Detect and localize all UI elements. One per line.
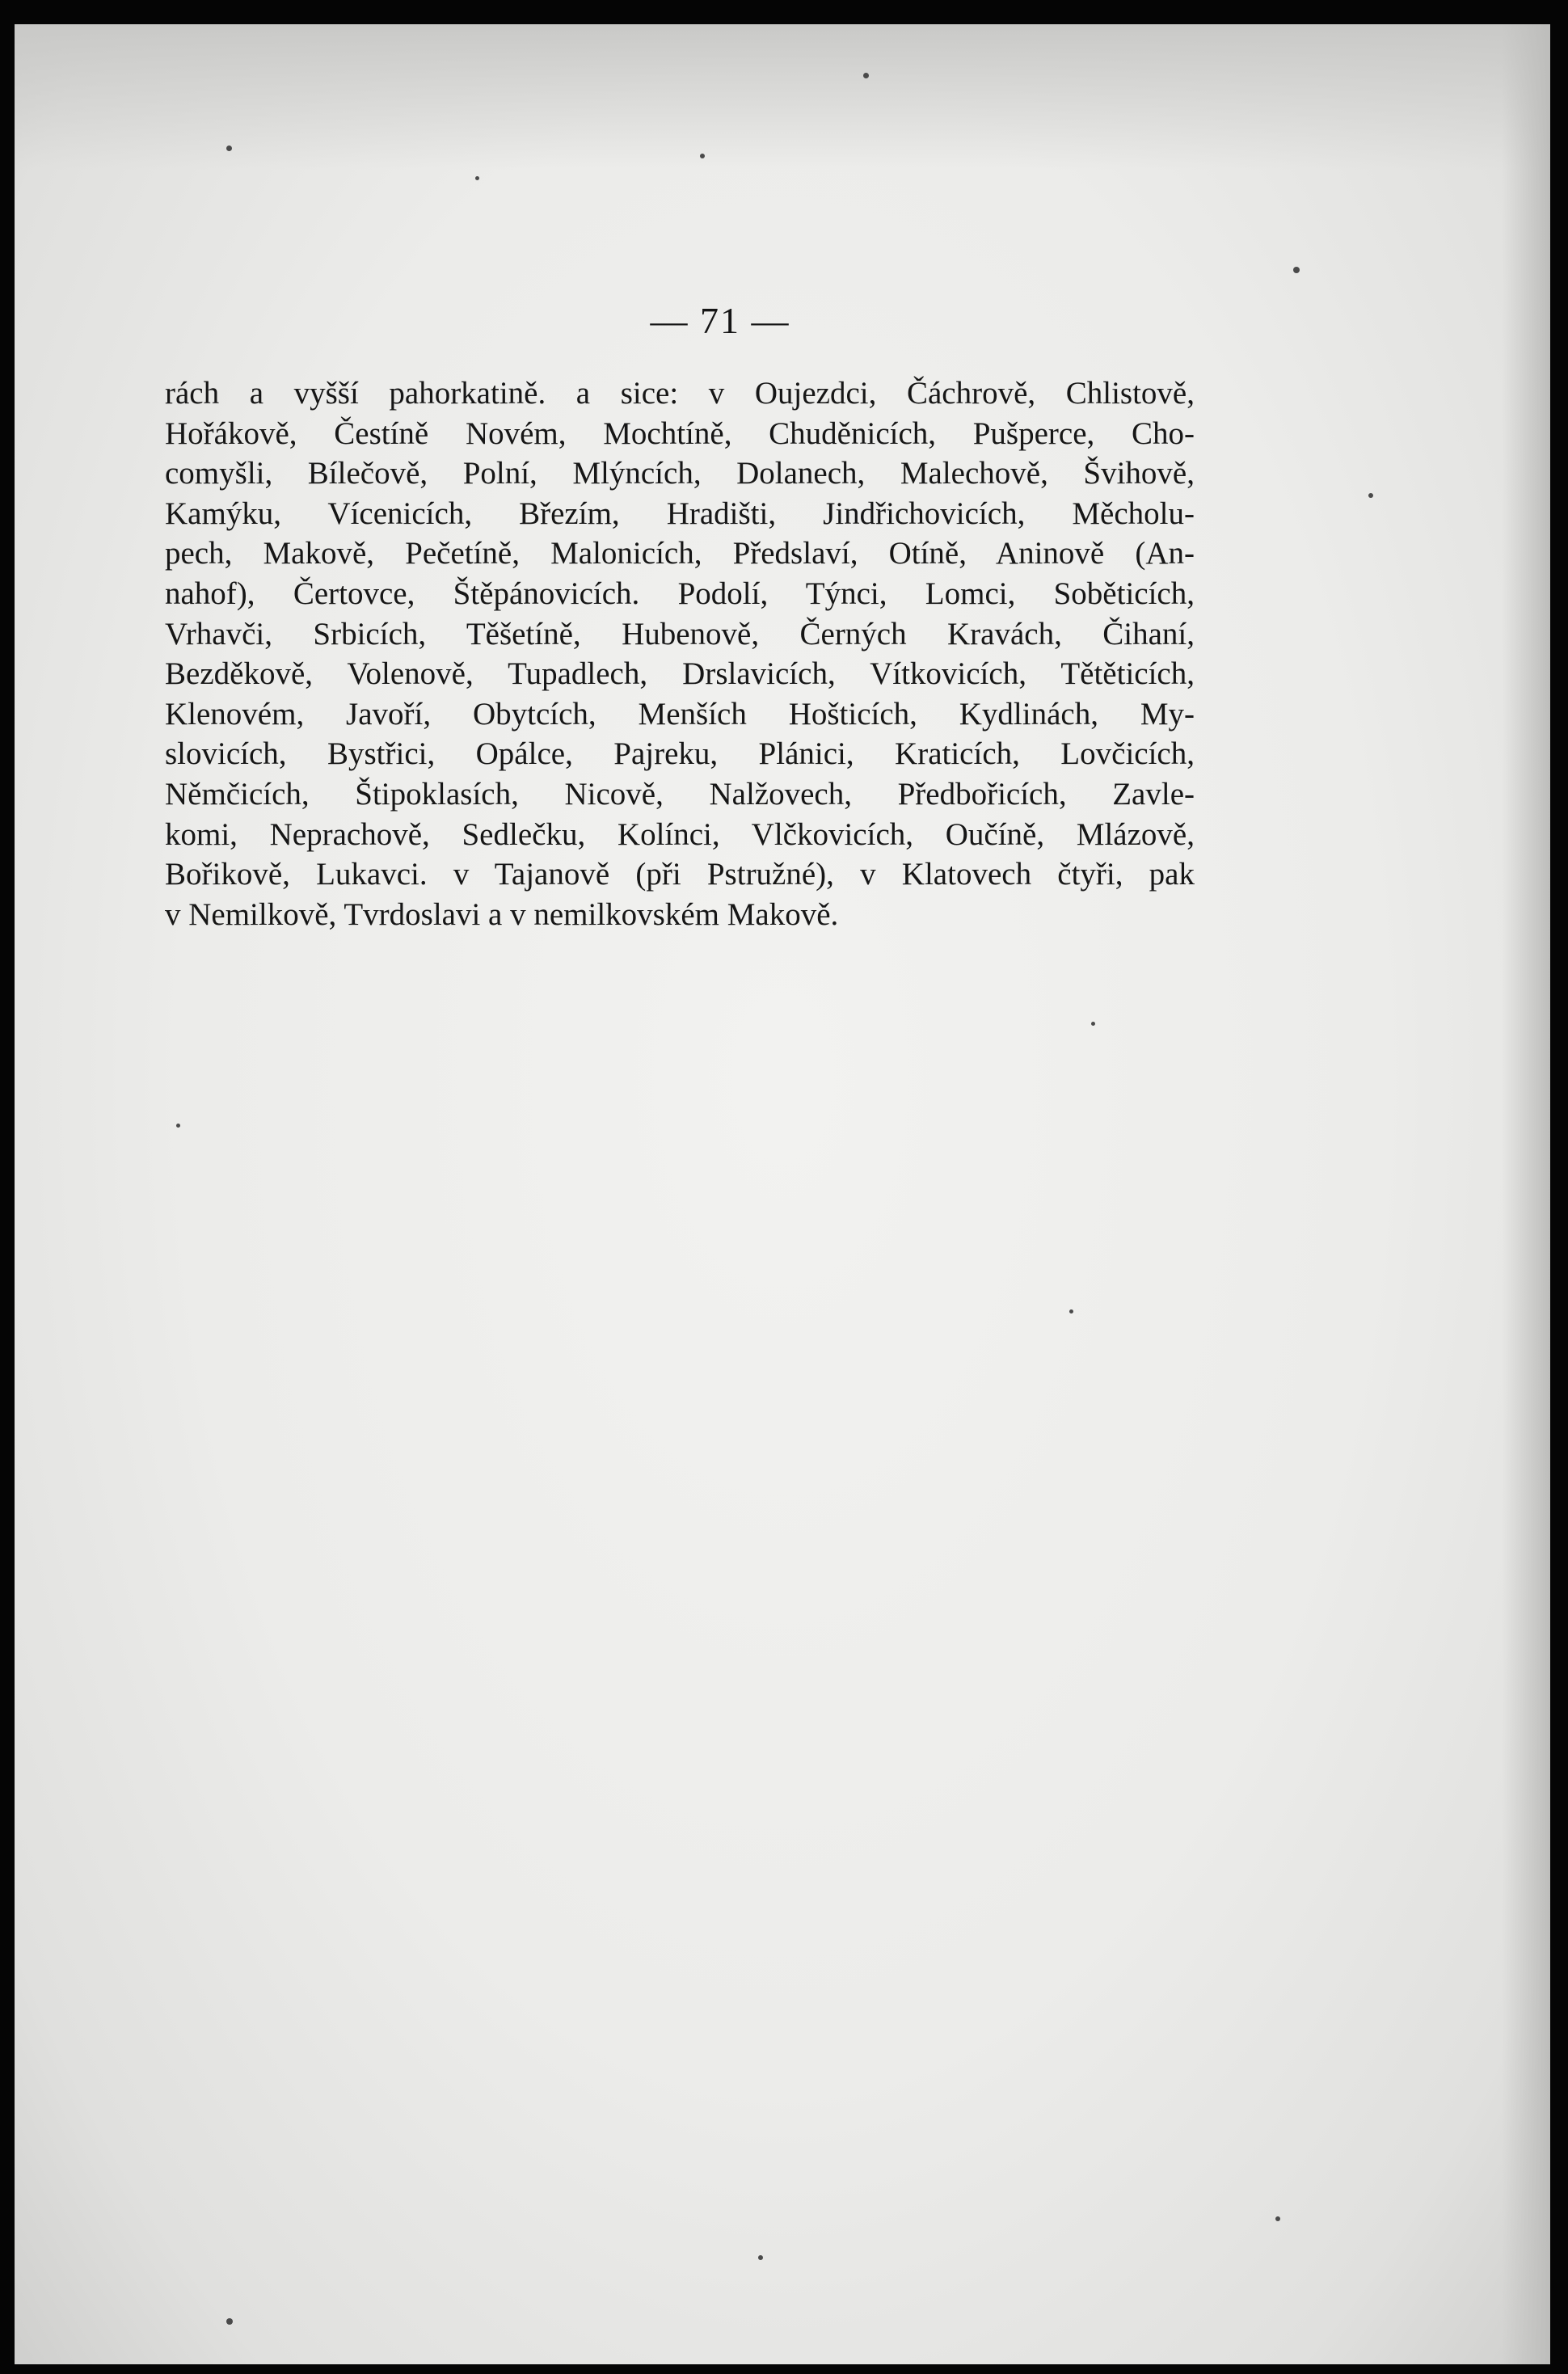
body-text [165, 373, 1195, 934]
ink-speck [1293, 267, 1300, 273]
text-line: rách a vyšší pahorkatině. a sice: v Oujezdci, Čáchrově, Chlistově, [165, 376, 1195, 411]
text-line: Hořákově, Čestíně Novém, Mochtíně, Chuděnicích, Pušperce, Cho- [165, 415, 1195, 451]
text-line: nahof), Čertovce, Štěpánovicích. Podolí, Týnci, Lomci, Soběticích, [165, 576, 1195, 611]
document-page [15, 24, 1550, 2364]
text-line: Němčicích, Štipoklasích, Nicově, Nalžovech, Předbořicích, Zavle- [165, 776, 1195, 812]
text-line: komi, Neprachově, Sedlečku, Kolínci, Vlčkovicích, Oučíně, Mlázově, [165, 816, 1195, 852]
text-line: Vrhavči, Srbicích, Těšetíně, Hubenově, Černých Kravách, Čihaní, [165, 616, 1195, 651]
ink-speck [1275, 2216, 1280, 2221]
ink-speck [226, 145, 232, 151]
ink-speck [1069, 1309, 1073, 1314]
text-line: v Nemilkově, Tvrdoslavi a v nemilkovském Makově. [165, 896, 839, 932]
text-line: Bořikově, Lukavci. v Tajanově (při Pstružné), v Klatovech čtyři, pak [165, 857, 1195, 892]
ink-speck [176, 1124, 180, 1128]
ink-speck [475, 176, 479, 180]
ink-speck [700, 154, 705, 158]
text-line: Klenovém, Javoří, Obytcích, Menších Hošticích, Kydlinách, My- [165, 696, 1195, 732]
ink-speck [863, 73, 869, 78]
text-line: pech, Makově, Pečetíně, Malonicích, Předslaví, Otíně, Aninově (An- [165, 536, 1195, 571]
text-line: slovicích, Bystřici, Opálce, Pajreku, Plánici, Kraticích, Lovčicích, [165, 736, 1195, 772]
ink-speck [1091, 1022, 1095, 1026]
page-number: — 71 — [650, 300, 790, 341]
ink-speck [758, 2255, 763, 2260]
text-line: Bezděkově, Volenově, Tupadlech, Drslavicích, Vítkovicích, Tětěticích, [165, 656, 1195, 692]
ink-speck [1368, 493, 1373, 498]
text-line: Kamýku, Vícenicích, Březím, Hradišti, Jindřichovicích, Měcholu- [165, 495, 1195, 531]
text-line: comyšli, Bílečově, Polní, Mlýncích, Dolanech, Malechově, Švihově, [165, 456, 1195, 491]
ink-speck [226, 2318, 233, 2325]
